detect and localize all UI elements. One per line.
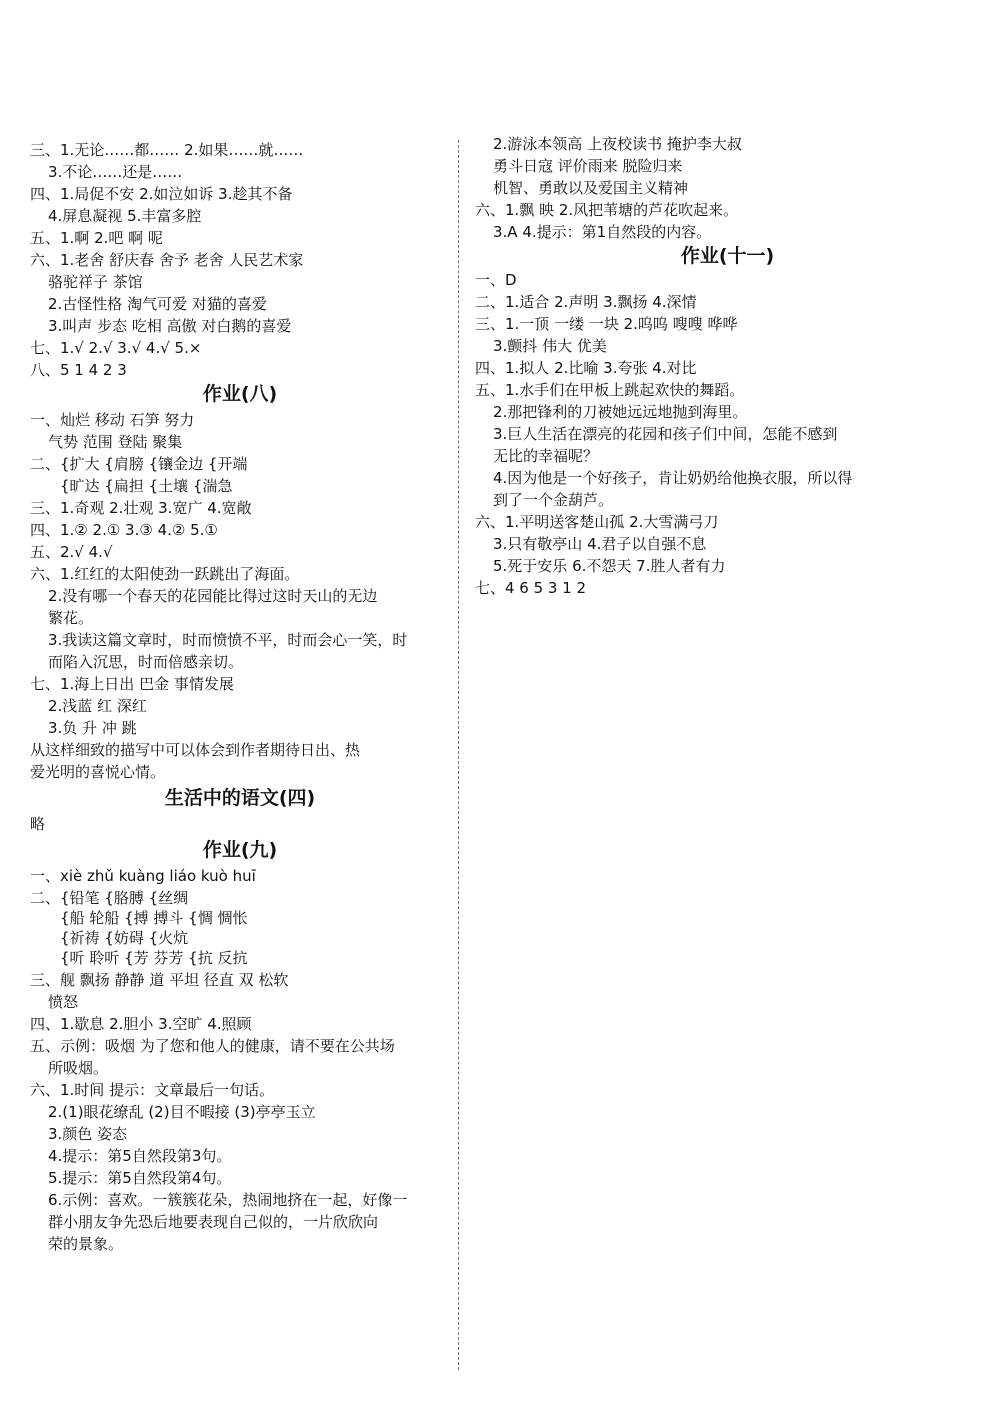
answer-line: 爱光明的喜悦心情。 <box>30 763 166 781</box>
answer-line: 六、1.平明送客楚山孤 2.大雪满弓刀 <box>475 513 719 531</box>
answer-line: 到了一个金葫芦。 <box>493 491 614 509</box>
answer-line: 略 <box>30 815 46 833</box>
answer-line: 3.巨人生活在漂亮的花园和孩子们中间，怎能不感到 <box>493 425 838 443</box>
answer-line: 所吸烟。 <box>48 1059 109 1077</box>
column-divider <box>458 140 459 1370</box>
answer-line: 3.负 升 冲 跳 <box>48 719 137 737</box>
answer-line: 3.颜色 姿态 <box>48 1125 128 1143</box>
answer-line: 五、2.√ 4.√ <box>30 543 113 561</box>
answer-line: 气势 范围 登陆 聚集 <box>48 433 183 451</box>
answer-line: 勇斗日寇 评价雨来 脱险归来 <box>493 157 683 175</box>
answer-line: 六、1.时间 提示：文章最后一句话。 <box>30 1081 275 1099</box>
answer-line: 四、1.局促不安 2.如泣如诉 3.趁其不备 <box>30 185 293 203</box>
answer-line: 繁花。 <box>48 609 94 627</box>
answer-line: 三、1.一顶 一缕 一块 2.呜呜 嗖嗖 哗哗 <box>475 315 738 333</box>
answer-line: 一、灿烂 移动 石笋 努力 <box>30 411 195 429</box>
answer-line: 五、1.水手们在甲板上跳起欢快的舞蹈。 <box>475 381 745 399</box>
answer-line: 2.浅蓝 红 深红 <box>48 697 147 715</box>
answer-line: {祈祷 {妨碍 {火炕 <box>60 929 189 947</box>
section-title: 生活中的语文(四) <box>164 787 316 809</box>
answer-line: 3.A 4.提示：第1自然段的内容。 <box>493 223 712 241</box>
answer-line: 3.不论……还是…… <box>48 163 183 181</box>
answer-line: 3.只有敬亭山 4.君子以自强不息 <box>493 535 707 553</box>
answer-line: 六、1.老舍 舒庆春 舍予 老舍 人民艺术家 <box>30 251 304 269</box>
answer-line: 八、5 1 4 2 3 <box>30 361 127 379</box>
answer-line: 2.游泳本领高 上夜校读书 掩护李大叔 <box>493 135 742 153</box>
answer-line: 四、1.拟人 2.比喻 3.夸张 4.对比 <box>475 359 697 377</box>
answer-line: 4.屏息凝视 5.丰富多腔 <box>48 207 202 225</box>
answer-line: 五、1.啊 2.吧 啊 呢 <box>30 229 163 247</box>
answer-line: {船 轮船 {搏 搏斗 {惆 惆怅 <box>60 909 248 927</box>
answer-line: 无比的幸福呢？ <box>493 447 599 465</box>
answer-line: {听 聆听 {芳 芬芳 {抗 反抗 <box>60 949 248 967</box>
answer-line: 二、{扩大 {肩膀 {镶金边 {开端 <box>30 455 248 473</box>
answer-line: 4.因为他是一个好孩子，肯让奶奶给他换衣服，所以得 <box>493 469 853 487</box>
answer-line: 3.叫声 步态 吃相 高傲 对白鹅的喜爱 <box>48 317 292 335</box>
answer-line: 四、1.歇息 2.胆小 3.空旷 4.照顾 <box>30 1015 252 1033</box>
answer-line: 荣的景象。 <box>48 1235 124 1253</box>
answer-line: 六、1.红红的太阳使劲一跃跳出了海面。 <box>30 565 300 583</box>
answer-line: 2.那把锋利的刀被她远远地抛到海里。 <box>493 403 748 421</box>
answer-line: 六、1.飘 映 2.风把苇塘的芦花吹起来。 <box>475 201 739 219</box>
answer-line: 群小朋友争先恐后地要表现自己似的，一片欣欣向 <box>48 1213 379 1231</box>
answer-line: 七、4 6 5 3 1 2 <box>475 579 587 597</box>
answer-line: 二、{铅笔 {胳膊 {丝绸 <box>30 889 189 907</box>
answer-line: 一、D <box>475 271 517 289</box>
answer-line: 机智、勇敢以及爱国主义精神 <box>493 179 689 197</box>
section-title: 作业(十一) <box>680 245 775 267</box>
answer-line: 4.提示：第5自然段第3句。 <box>48 1147 232 1165</box>
section-title: 作业(九) <box>202 839 278 861</box>
answer-line: 6.示例：喜欢。一簇簇花朵，热闹地挤在一起，好像一 <box>48 1191 408 1209</box>
answer-line: 四、1.② 2.① 3.③ 4.② 5.① <box>30 521 218 539</box>
answer-line: 3.颤抖 伟大 优美 <box>493 337 607 355</box>
answer-line: 2.没有哪一个春天的花园能比得过这时天山的无边 <box>48 587 378 605</box>
answer-line: 2.古怪性格 淘气可爱 对猫的喜爱 <box>48 295 267 313</box>
answer-line: 而陷入沉思，时而倍感亲切。 <box>48 653 244 671</box>
section-title: 作业(八) <box>202 383 278 405</box>
answer-line: 愤怒 <box>48 993 79 1011</box>
answer-line: 二、1.适合 2.声明 3.飘扬 4.深情 <box>475 293 697 311</box>
answer-line: 五、示例：吸烟 为了您和他人的健康，请不要在公共场 <box>30 1037 395 1055</box>
answer-line: 七、1.√ 2.√ 3.√ 4.√ 5.× <box>30 339 202 357</box>
answer-line: 三、1.奇观 2.壮观 3.宽广 4.宽敞 <box>30 499 252 517</box>
answer-line: 七、1.海上日出 巴金 事情发展 <box>30 675 234 693</box>
answer-line: 3.我读这篇文章时，时而愤愤不平，时而会心一笑，时 <box>48 631 408 649</box>
answer-line: 三、1.无论……都…… 2.如果……就…… <box>30 141 304 159</box>
answer-line: 2.(1)眼花缭乱 (2)目不暇接 (3)亭亭玉立 <box>48 1103 316 1121</box>
answer-line: 一、xiè zhǔ kuàng liáo kuò huī <box>30 867 256 885</box>
answer-line: 三、舰 飘扬 静静 道 平坦 径直 双 松软 <box>30 971 289 989</box>
answer-line: 从这样细致的描写中可以体会到作者期待日出、热 <box>30 741 361 759</box>
answer-line: 骆驼祥子 茶馆 <box>48 273 143 291</box>
answer-line: {旷达 {扁担 {土壤 {湍急 <box>60 477 233 495</box>
answer-line: 5.提示：第5自然段第4句。 <box>48 1169 232 1187</box>
answer-line: 5.死于安乐 6.不怨天 7.胜人者有力 <box>493 557 726 575</box>
